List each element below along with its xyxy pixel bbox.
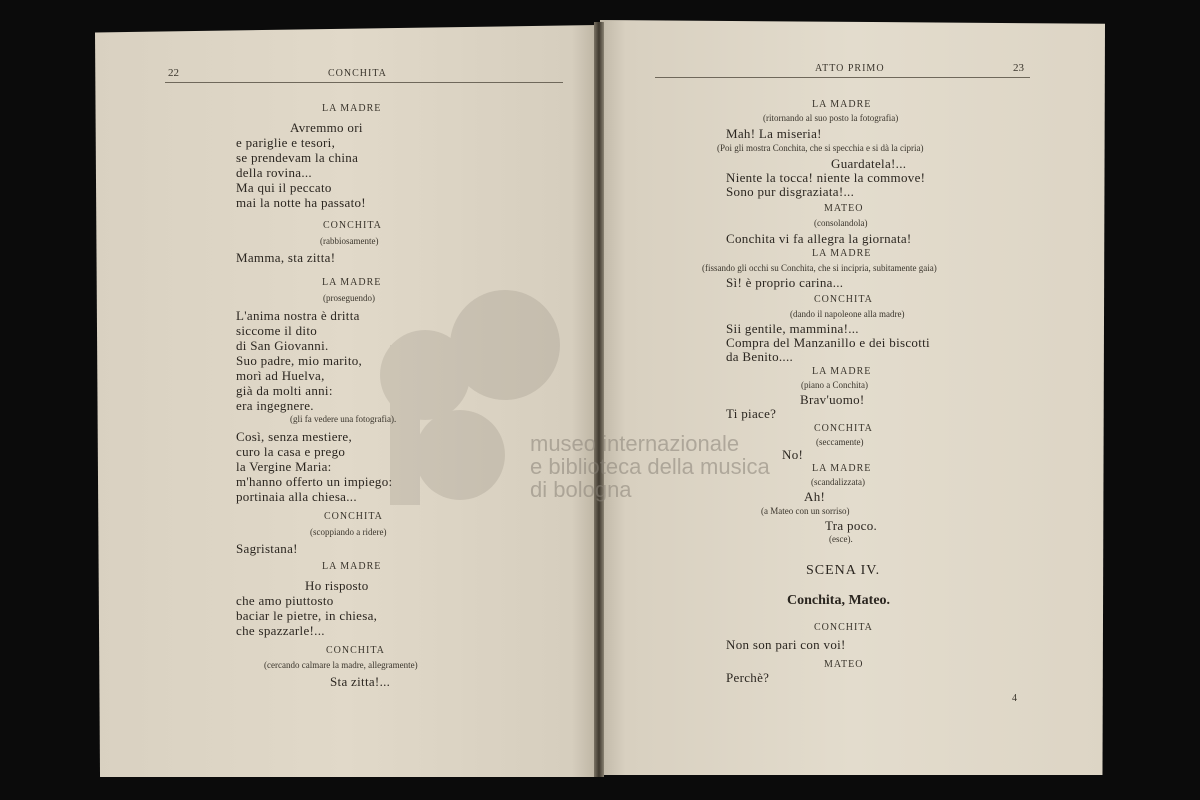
verse-line: della rovina... <box>236 165 312 180</box>
speaker-label: MATEO <box>824 203 864 214</box>
verse-line: che amo piuttosto <box>236 593 334 608</box>
stage-direction: (esce). <box>829 534 853 544</box>
watermark-line-2: e biblioteca della musica <box>530 454 770 479</box>
verse-line: Guardatela!... <box>831 156 907 171</box>
stage-direction: (ritornando al suo posto la fotografia) <box>763 113 899 123</box>
verse-line: Mah! La miseria! <box>726 126 822 141</box>
verse-line: Avremmo ori <box>290 120 363 135</box>
verse-line: Tra poco. <box>825 518 878 533</box>
right-page-number: 23 <box>1013 62 1024 74</box>
speaker-label: CONCHITA <box>814 294 873 305</box>
museum-watermark-text <box>530 432 770 501</box>
verse-line: portinaia alla chiesa... <box>236 489 357 504</box>
stage-direction: (a Mateo con un sorriso) <box>761 506 850 516</box>
verse-line: morì ad Huelva, <box>236 368 325 383</box>
stage-direction: (scandalizzata) <box>811 477 865 487</box>
verse-line: Ho risposto <box>305 578 369 593</box>
speaker-label: LA MADRE <box>812 366 872 377</box>
stage-direction: (seccamente) <box>816 437 864 447</box>
speaker-label: MATEO <box>824 659 864 670</box>
speaker-label: LA MADRE <box>812 99 872 110</box>
verse-line: Sì! è proprio carina... <box>726 275 844 290</box>
verse-line: Brav'uomo! <box>800 392 865 407</box>
verse-line: mai la notte ha passato! <box>236 195 366 210</box>
verse-line: Niente la tocca! niente la commove! <box>726 170 926 185</box>
right-header-rule <box>655 77 1030 78</box>
book-gutter <box>594 22 604 777</box>
speaker-label: LA MADRE <box>322 277 382 288</box>
verse-line: baciar le pietre, in chiesa, <box>236 608 378 623</box>
speaker-label: LA MADRE <box>812 463 872 474</box>
verse-line: e pariglie e tesori, <box>236 135 336 150</box>
verse-line: Ah! <box>804 489 826 504</box>
verse-line: Suo padre, mio marito, <box>236 353 363 368</box>
verse-line: Ti piace? <box>726 406 777 421</box>
scene-characters: Conchita, Mateo. <box>787 593 891 608</box>
verse-line: se prendevam la china <box>236 150 359 165</box>
stage-direction: (scoppiando a ridere) <box>310 527 387 537</box>
verse-line: da Benito.... <box>726 349 794 364</box>
stage-direction: (rabbiosamente) <box>320 236 379 246</box>
verse-line: Mamma, sta zitta! <box>236 250 336 265</box>
watermark-line-3: di bologna <box>530 477 632 502</box>
speaker-label: CONCHITA <box>323 220 382 231</box>
verse-line: Sii gentile, mammina!... <box>726 321 859 336</box>
verse-line: Sono pur disgraziata!... <box>726 184 855 199</box>
verse-line: era ingegnere. <box>236 398 314 413</box>
speaker-label: CONCHITA <box>814 423 873 434</box>
stage-direction: (dando il napoleone alla madre) <box>790 309 905 319</box>
signature-mark: 4 <box>1012 693 1017 704</box>
verse-line: Sagristana! <box>236 541 298 556</box>
stage-direction: (Poi gli mostra Conchita, che si specchia e si dà la cipria) <box>717 143 924 153</box>
verse-line: Sta zitta!... <box>330 674 391 689</box>
verse-line: Così, senza mestiere, <box>236 429 353 444</box>
stage-direction: (proseguendo) <box>323 293 375 303</box>
left-page-number: 22 <box>168 67 179 79</box>
verse-line: curo la casa e prego <box>236 444 346 459</box>
verse-line: Ma qui il peccato <box>236 180 332 195</box>
verse-line: m'hanno offerto un impiego: <box>236 474 393 489</box>
verse-line: la Vergine Maria: <box>236 459 332 474</box>
speaker-label: LA MADRE <box>812 248 872 259</box>
right-running-head: ATTO PRIMO <box>815 63 885 74</box>
scene-heading: SCENA IV. <box>806 563 881 578</box>
stage-direction: (gli fa vedere una fotografia). <box>290 414 397 424</box>
watermark-line-1: museo internazionale <box>530 431 740 456</box>
verse-line: siccome il dito <box>236 323 318 338</box>
verse-line: di San Giovanni. <box>236 338 329 353</box>
verse-line: Non son pari con voi! <box>726 637 846 652</box>
speaker-label: CONCHITA <box>324 511 383 522</box>
speaker-label: LA MADRE <box>322 103 382 114</box>
verse-line: Conchita vi fa allegra la giornata! <box>726 231 912 246</box>
stage-direction: (cercando calmare la madre, allegramente) <box>264 660 418 670</box>
stage-direction: (consolandola) <box>814 218 868 228</box>
verse-line: No! <box>782 447 804 462</box>
speaker-label: CONCHITA <box>814 622 873 633</box>
stage-direction: (piano a Conchita) <box>801 380 868 390</box>
left-header-rule <box>165 82 563 83</box>
verse-line: Compra del Manzanillo e dei biscotti <box>726 335 930 350</box>
left-running-head: CONCHITA <box>328 68 387 79</box>
verse-line: che spazzarle!... <box>236 623 325 638</box>
verse-line: Perchè? <box>726 670 770 685</box>
verse-line: L'anima nostra è dritta <box>236 308 360 323</box>
speaker-label: CONCHITA <box>326 645 385 656</box>
stage-direction: (fissando gli occhi su Conchita, che si incipria, subitamente gaia) <box>702 263 937 273</box>
speaker-label: LA MADRE <box>322 561 382 572</box>
verse-line: già da molti anni: <box>236 383 333 398</box>
